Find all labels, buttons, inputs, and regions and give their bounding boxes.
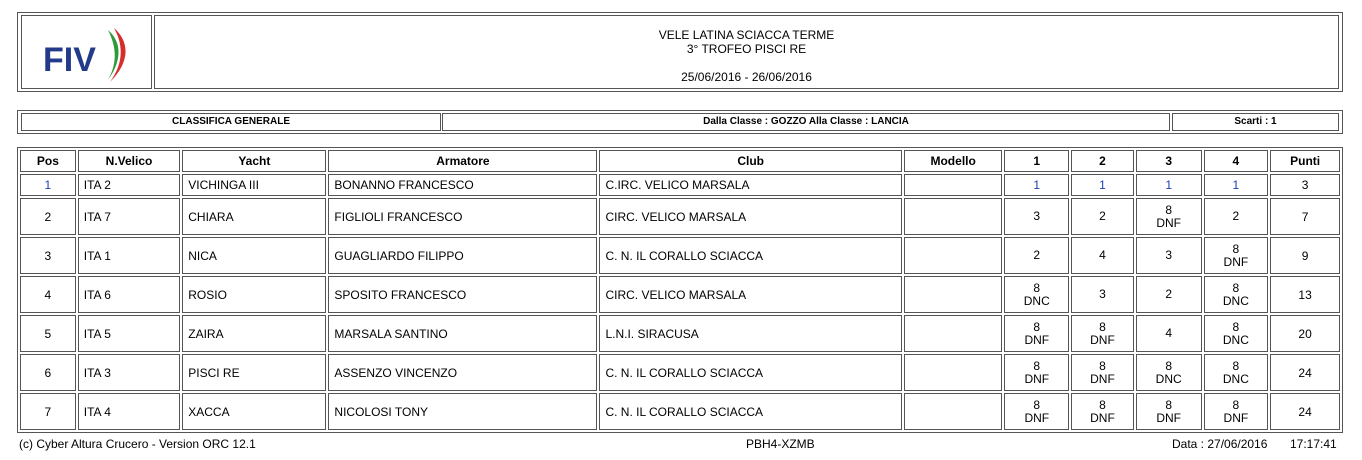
cell-pos: 3 [20, 237, 76, 274]
cell-sail-number: ITA 2 [78, 174, 181, 196]
event-subtitle: 3° TROFEO PISCI RE [686, 42, 807, 56]
race-score: 1 [1099, 177, 1106, 192]
cell-sail-number: ITA 4 [78, 393, 181, 430]
cell-model [904, 237, 1003, 274]
cell-model [904, 393, 1003, 430]
cell-club: C. N. IL CORALLO SCIACCA [599, 237, 901, 274]
cell-race-1 [1004, 237, 1069, 274]
race-code: DNC [1222, 371, 1249, 386]
race-score: 8 [1165, 397, 1173, 412]
cell-points: 9 [1270, 237, 1340, 274]
logo-text: FIV [43, 41, 96, 79]
race-score: 8 [1033, 397, 1041, 412]
race-score: 2 [1099, 209, 1106, 223]
race-code: DNF [1090, 332, 1115, 347]
cell-race-1 [1004, 276, 1069, 313]
race-score: 8 [1232, 241, 1240, 256]
table-row [20, 174, 1340, 196]
race-score: 2 [1033, 248, 1041, 262]
cell-points: 13 [1270, 276, 1340, 313]
cell-club: C.IRC. VELICO MARSALA [599, 174, 901, 196]
race-score: 8 [1099, 397, 1106, 412]
race-code: DNC [1023, 293, 1050, 308]
cell-sail-number: ITA 6 [78, 276, 181, 313]
cell-owner: SPOSITO FRANCESCO [328, 276, 597, 313]
cell-race-1 [1004, 354, 1069, 391]
race-score: 1 [1165, 177, 1173, 192]
event-title: VELE LATINA SCIACCA TERME [658, 28, 835, 42]
cell-sail-number: ITA 5 [78, 315, 181, 352]
cell-yacht: CHIARA [182, 198, 326, 235]
cell-race-1 [1004, 393, 1069, 430]
race-score: 8 [1099, 319, 1106, 334]
race-score: 8 [1232, 397, 1240, 412]
cell-race-4 [1204, 174, 1269, 196]
race-score: 1 [1033, 177, 1041, 192]
race-score: 8 [1033, 319, 1041, 334]
logo-cell [21, 15, 152, 89]
race-score: 2 [1165, 287, 1173, 301]
cell-pos: 7 [20, 393, 76, 430]
cell-yacht: VICHINGA III [182, 174, 326, 196]
race-code: DNF [1223, 410, 1249, 425]
header-yacht: Yacht [182, 150, 326, 172]
cell-race-3 [1136, 198, 1202, 235]
cell-race-2 [1071, 174, 1134, 196]
class-range: Dalla Classe : GOZZO Alla Classe : LANCIA [442, 113, 1170, 131]
table-row [20, 393, 1340, 430]
results-table [17, 147, 1343, 433]
cell-owner: NICOLOSI TONY [328, 393, 597, 430]
footer-code: PBH4-XZMB [746, 437, 815, 451]
cell-race-1 [1004, 198, 1069, 235]
cell-race-3 [1136, 393, 1202, 430]
race-code: DNF [1024, 332, 1050, 347]
race-score: 1 [1232, 177, 1240, 192]
cell-sail-number: ITA 3 [78, 354, 181, 391]
cell-owner: BONANNO FRANCESCO [328, 174, 597, 196]
header-owner: Armatore [328, 150, 597, 172]
cell-race-2 [1071, 354, 1134, 391]
cell-race-3 [1136, 276, 1202, 313]
cell-club: L.N.I. SIRACUSA [599, 315, 901, 352]
race-score: 3 [1033, 209, 1041, 223]
cell-club: CIRC. VELICO MARSALA [599, 276, 901, 313]
race-score: 8 [1165, 358, 1173, 373]
header-race-3: 3 [1136, 150, 1202, 172]
footer-date: Data : 27/06/2016 [1172, 437, 1268, 451]
ranking-info-bar [17, 110, 1343, 134]
table-header-row [20, 150, 1340, 172]
cell-model [904, 174, 1003, 196]
cell-yacht: ZAIRA [182, 315, 326, 352]
cell-points: 24 [1270, 393, 1340, 430]
cell-owner: MARSALA SANTINO [328, 315, 597, 352]
race-score: 3 [1165, 248, 1173, 262]
footer-time: 17:17:41 [1290, 437, 1337, 451]
footer-software: (c) Cyber Altura Crucero - Version ORC 12.1 [19, 437, 256, 451]
cell-sail-number: ITA 7 [78, 198, 181, 235]
header-race-2: 2 [1071, 150, 1134, 172]
race-score: 8 [1232, 319, 1240, 334]
cell-club: C. N. IL CORALLO SCIACCA [599, 354, 901, 391]
table-row [20, 237, 1340, 274]
cell-points: 3 [1270, 174, 1340, 196]
race-code: DNF [1223, 254, 1249, 269]
discards: Scarti : 1 [1172, 113, 1339, 131]
race-code: DNF [1024, 371, 1050, 386]
ranking-type: CLASSIFICA GENERALE [21, 113, 441, 131]
race-code: DNF [1156, 410, 1181, 425]
cell-pos: 1 [20, 174, 76, 196]
race-code: DNF [1156, 215, 1181, 230]
cell-race-4 [1204, 315, 1269, 352]
table-row [20, 354, 1340, 391]
cell-race-3 [1136, 315, 1202, 352]
cell-owner: GUAGLIARDO FILIPPO [328, 237, 597, 274]
race-score: 8 [1232, 358, 1240, 373]
cell-race-1 [1004, 174, 1069, 196]
cell-race-2 [1071, 393, 1134, 430]
cell-race-2 [1071, 315, 1134, 352]
cell-club: C. N. IL CORALLO SCIACCA [599, 393, 901, 430]
cell-owner: FIGLIOLI FRANCESCO [328, 198, 597, 235]
header-model: Modello [904, 150, 1003, 172]
cell-race-4 [1204, 354, 1269, 391]
cell-model [904, 315, 1003, 352]
header-club: Club [599, 150, 901, 172]
race-score: 8 [1033, 358, 1041, 373]
header-race-4: 4 [1204, 150, 1269, 172]
race-score: 8 [1232, 280, 1240, 295]
cell-race-3 [1136, 354, 1202, 391]
fiv-logo-icon [22, 16, 153, 90]
cell-model [904, 354, 1003, 391]
table-row [20, 198, 1340, 235]
cell-race-4 [1204, 198, 1269, 235]
cell-club: CIRC. VELICO MARSALA [599, 198, 901, 235]
cell-race-4 [1204, 237, 1269, 274]
cell-yacht: NICA [182, 237, 326, 274]
race-score: 2 [1232, 209, 1240, 223]
header-race-1: 1 [1004, 150, 1069, 172]
table-row [20, 315, 1340, 352]
header-points: Punti [1270, 150, 1340, 172]
cell-race-2 [1071, 237, 1134, 274]
event-dates: 25/06/2016 - 26/06/2016 [681, 70, 812, 84]
cell-points: 24 [1270, 354, 1340, 391]
race-score: 8 [1099, 358, 1106, 373]
cell-model [904, 276, 1003, 313]
cell-owner: ASSENZO VINCENZO [328, 354, 597, 391]
cell-pos: 6 [20, 354, 76, 391]
race-code: DNF [1090, 371, 1115, 386]
cell-pos: 5 [20, 315, 76, 352]
race-score: 8 [1033, 280, 1041, 295]
cell-race-3 [1136, 237, 1202, 274]
cell-pos: 2 [20, 198, 76, 235]
event-header [17, 12, 1343, 92]
race-code: DNC [1155, 371, 1182, 386]
race-score: 3 [1099, 287, 1106, 301]
cell-race-4 [1204, 393, 1269, 430]
cell-yacht: PISCI RE [182, 354, 326, 391]
header-sail-number: N.Velico [78, 150, 181, 172]
header-pos: Pos [20, 150, 76, 172]
race-score: 4 [1165, 326, 1173, 340]
cell-points: 20 [1270, 315, 1340, 352]
cell-yacht: ROSIO [182, 276, 326, 313]
table-row [20, 276, 1340, 313]
cell-race-1 [1004, 315, 1069, 352]
cell-race-2 [1071, 198, 1134, 235]
cell-model [904, 198, 1003, 235]
race-score: 8 [1165, 202, 1173, 217]
race-code: DNF [1090, 410, 1115, 425]
event-title-cell [154, 15, 1339, 89]
cell-race-3 [1136, 174, 1202, 196]
cell-yacht: XACCA [182, 393, 326, 430]
cell-pos: 4 [20, 276, 76, 313]
cell-race-2 [1071, 276, 1134, 313]
cell-points: 7 [1270, 198, 1340, 235]
race-code: DNC [1222, 293, 1249, 308]
cell-race-4 [1204, 276, 1269, 313]
cell-sail-number: ITA 1 [78, 237, 181, 274]
race-score: 4 [1099, 248, 1106, 262]
race-code: DNC [1222, 332, 1249, 347]
race-code: DNF [1024, 410, 1050, 425]
